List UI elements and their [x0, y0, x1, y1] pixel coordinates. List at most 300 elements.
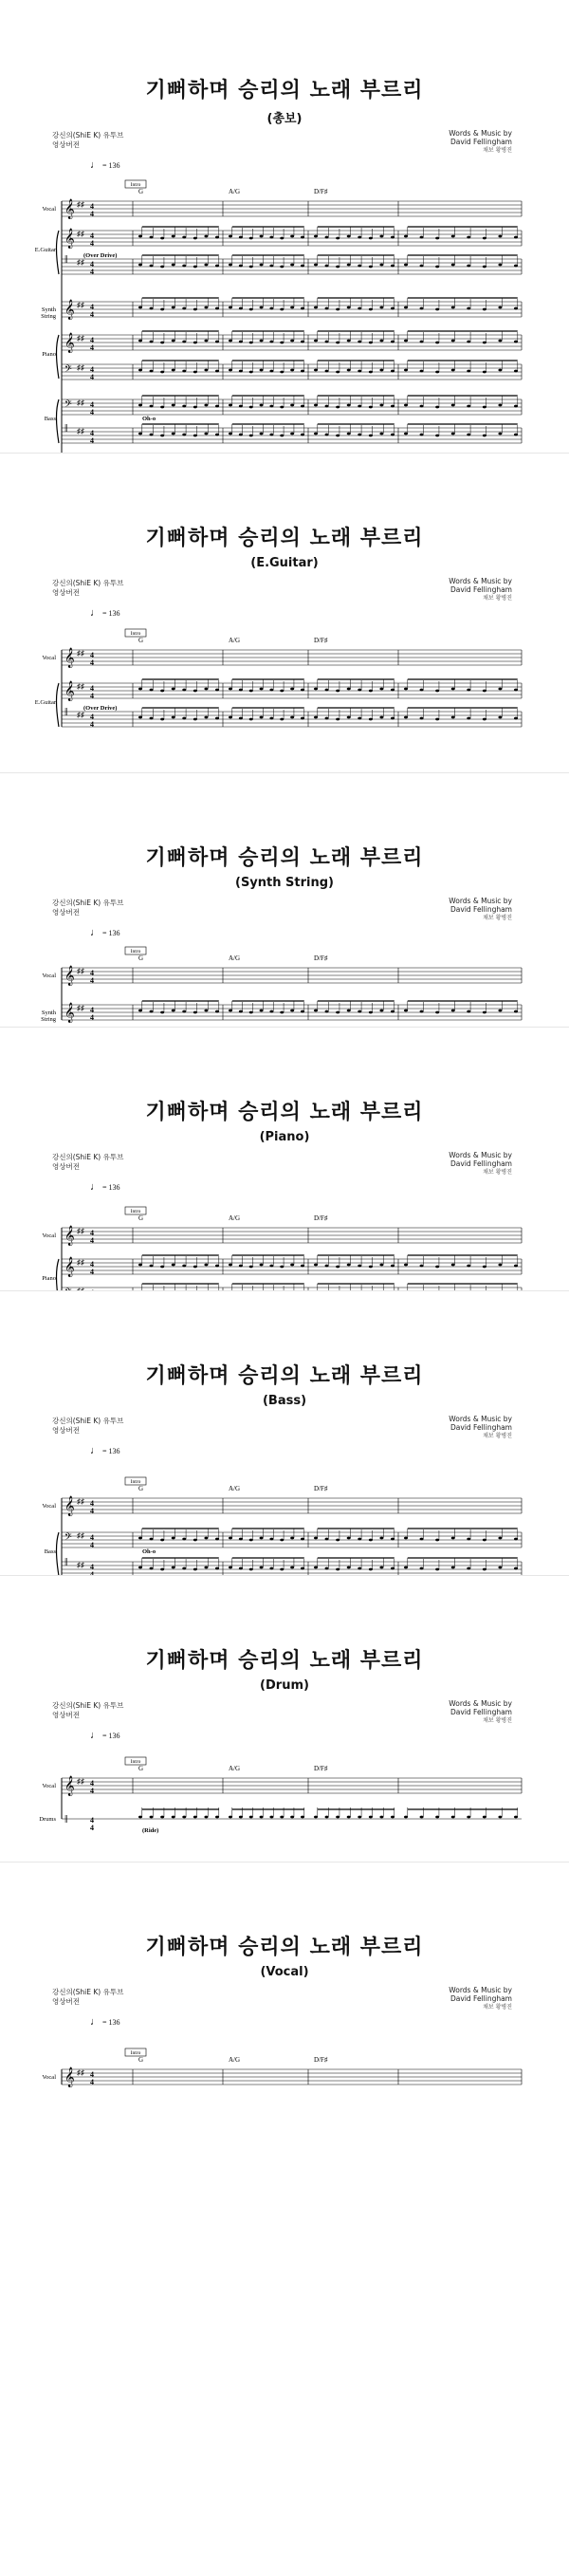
- note-head: [301, 1265, 304, 1268]
- rehearsal-label: Intro: [130, 949, 141, 954]
- note-head: [269, 341, 273, 343]
- time-signature: 4: [90, 969, 94, 977]
- note-head: [182, 265, 186, 268]
- note-head: [336, 342, 340, 344]
- note-head: [229, 1010, 232, 1012]
- note-head: [483, 690, 486, 693]
- chord-symbol: D/F♯: [314, 1765, 328, 1772]
- time-signature: 4: [90, 232, 94, 240]
- note-head: [229, 369, 232, 372]
- note-head: [204, 369, 208, 372]
- note-head: [215, 434, 219, 436]
- percussion-clef-icon: ‖: [64, 1555, 68, 1568]
- note-head: [369, 718, 373, 721]
- treble-clef-icon: 𝄞: [64, 199, 75, 218]
- instrument-label: E.Guitar: [34, 247, 56, 253]
- source-credit-line: 영상버전: [52, 1162, 80, 1171]
- note-head: [358, 405, 361, 408]
- note-head: [269, 1538, 273, 1541]
- note-head: [150, 1567, 154, 1570]
- note-head: [404, 1566, 408, 1569]
- note-head: [358, 236, 361, 239]
- note-head: [215, 1010, 219, 1013]
- note-head: [239, 341, 243, 343]
- note-head: [314, 306, 318, 309]
- note-head: [193, 342, 197, 344]
- source-credit-line: 강신의(ShiE K) 유투브: [52, 1417, 124, 1425]
- note-head: [150, 717, 154, 720]
- composer-credit-line: David Fellingham: [450, 138, 512, 146]
- note-head: [404, 264, 408, 267]
- arranger-credit: 채보 황병진: [483, 1717, 512, 1724]
- note-head: [369, 237, 373, 240]
- performance-annotation: (Over Drive): [83, 252, 118, 259]
- note-head: [269, 1567, 273, 1570]
- instrument-label: Vocal: [42, 655, 56, 661]
- time-signature: 4: [90, 1563, 94, 1571]
- note-head: [290, 1010, 294, 1012]
- note-head: [514, 1010, 518, 1013]
- page-subtitle: (Bass): [262, 1394, 307, 1408]
- note-head: [260, 1537, 264, 1540]
- note-head: [347, 369, 351, 372]
- note-head: [483, 266, 486, 269]
- note-head: [325, 434, 329, 436]
- instrument-label: Bass: [44, 416, 56, 422]
- chord-symbol: D/F♯: [314, 637, 328, 644]
- note-head: [379, 1816, 383, 1819]
- note-head: [336, 266, 340, 269]
- note-head: [514, 434, 518, 436]
- key-signature: ♯♯: [77, 1497, 84, 1506]
- note-head: [404, 433, 408, 436]
- note-head: [290, 404, 294, 407]
- note-head: [358, 1265, 361, 1268]
- note-head: [172, 306, 175, 309]
- note-head: [182, 1265, 186, 1268]
- tempo-value: = 136: [101, 609, 120, 618]
- time-signature: 4: [90, 2070, 94, 2079]
- note-head: [358, 307, 361, 310]
- source-credit-line: 영상버전: [52, 1426, 80, 1435]
- note-head: [483, 237, 486, 240]
- chord-symbol: A/G: [229, 2056, 241, 2064]
- note-head: [514, 1567, 518, 1570]
- note-head: [204, 404, 208, 407]
- note-head: [314, 1816, 318, 1819]
- note-head: [435, 371, 439, 374]
- note-head: [172, 1264, 175, 1267]
- composer-credit-line: David Fellingham: [450, 1708, 512, 1716]
- note-head: [193, 1011, 197, 1014]
- note-head: [451, 235, 455, 238]
- note-head: [467, 1567, 470, 1570]
- note-head: [249, 1816, 253, 1819]
- note-head: [280, 1539, 284, 1542]
- note-head: [369, 406, 373, 409]
- note-head: [498, 1816, 502, 1819]
- time-signature: 4: [90, 373, 94, 381]
- note-head: [204, 340, 208, 343]
- note-head: [280, 308, 284, 311]
- note-head: [347, 340, 351, 343]
- note-head: [451, 340, 455, 343]
- note-head: [301, 689, 304, 692]
- note-head: [483, 371, 486, 374]
- note-head: [172, 433, 175, 436]
- note-head: [182, 434, 186, 436]
- note-head: [514, 1538, 518, 1541]
- note-head: [172, 688, 175, 691]
- note-head: [193, 1539, 197, 1542]
- note-head: [160, 1816, 164, 1819]
- source-credit-line: 영상버전: [52, 588, 80, 597]
- note-head: [182, 1010, 186, 1013]
- note-head: [239, 434, 243, 436]
- note-head: [249, 1568, 253, 1571]
- page-title: 기뻐하며 승리의 노래 부르리: [145, 1364, 424, 1388]
- note-head: [420, 689, 424, 692]
- instrument-label: Vocal: [42, 1503, 56, 1510]
- note-head: [172, 235, 175, 238]
- note-head: [325, 307, 329, 310]
- rehearsal-label: Intro: [130, 2050, 141, 2056]
- note-head: [229, 1566, 232, 1569]
- note-head: [150, 341, 154, 343]
- note-head: [314, 235, 318, 238]
- note-head: [420, 236, 424, 239]
- note-head: [369, 308, 373, 311]
- source-credit-line: 강신의(ShiE K) 유투브: [52, 1153, 124, 1161]
- note-head: [204, 716, 208, 719]
- note-head: [215, 341, 219, 343]
- page-subtitle: (Piano): [259, 1130, 310, 1144]
- source-credit-line: 강신의(ShiE K) 유투브: [52, 1701, 124, 1710]
- note-head: [420, 405, 424, 408]
- score-page: [0, 0, 569, 454]
- time-signature: 4: [90, 343, 94, 352]
- instrument-label: Piano: [42, 1275, 56, 1282]
- note-head: [451, 1537, 455, 1540]
- arranger-credit: 채보 황병진: [483, 2004, 512, 2011]
- note-head: [138, 1537, 142, 1540]
- instrument-label: Vocal: [42, 1232, 56, 1239]
- time-signature: 4: [90, 436, 94, 445]
- source-credit-line: 영상버전: [52, 140, 80, 149]
- note-head: [182, 689, 186, 692]
- source-credit-line: 강신의(ShiE K) 유투브: [52, 131, 124, 139]
- note-head: [160, 1011, 164, 1014]
- note-head: [290, 1537, 294, 1540]
- note-head: [182, 717, 186, 720]
- note-head: [301, 341, 304, 343]
- note-head: [391, 1567, 395, 1570]
- note-head: [138, 340, 142, 343]
- note-head: [347, 1537, 351, 1540]
- note-head: [347, 688, 351, 691]
- chord-symbol: G: [138, 954, 144, 962]
- note-head: [483, 342, 486, 344]
- note-head: [483, 435, 486, 437]
- note-head: [215, 1538, 219, 1541]
- treble-clef-icon: 𝄞: [64, 229, 75, 248]
- note-head: [193, 435, 197, 437]
- note-head: [369, 342, 373, 344]
- chord-symbol: D/F♯: [314, 2056, 328, 2064]
- time-signature: 4: [90, 268, 94, 276]
- quarter-note-icon: ♩: [90, 1730, 101, 1741]
- brace: [57, 231, 60, 274]
- note-head: [150, 1010, 154, 1013]
- note-head: [347, 1264, 351, 1267]
- note-head: [160, 435, 164, 437]
- note-head: [379, 1566, 383, 1569]
- note-head: [260, 433, 264, 436]
- note-head: [325, 265, 329, 268]
- treble-clef-icon: 𝄞: [64, 1496, 75, 1515]
- note-head: [498, 716, 502, 719]
- note-head: [239, 1010, 243, 1013]
- key-signature: ♯♯: [77, 334, 84, 343]
- note-head: [369, 371, 373, 374]
- note-head: [193, 266, 197, 269]
- note-head: [467, 307, 470, 310]
- page-subtitle: (Synth String): [235, 876, 334, 890]
- note-head: [182, 1816, 186, 1819]
- note-head: [280, 342, 284, 344]
- note-head: [193, 690, 197, 693]
- note-head: [314, 433, 318, 436]
- note-head: [215, 405, 219, 408]
- note-head: [138, 235, 142, 238]
- page-divider: [0, 453, 569, 454]
- tempo-value: = 136: [101, 1183, 120, 1192]
- percussion-clef-icon: ‖: [64, 421, 68, 435]
- note-head: [204, 688, 208, 691]
- note-head: [204, 1566, 208, 1569]
- instrument-label: Vocal: [42, 2074, 56, 2081]
- note-head: [182, 236, 186, 239]
- instrument-label: Piano: [42, 351, 56, 358]
- note-head: [435, 1539, 439, 1542]
- note-head: [420, 434, 424, 436]
- note-head: [290, 716, 294, 719]
- note-head: [498, 688, 502, 691]
- note-head: [451, 404, 455, 407]
- score-system: [0, 1291, 569, 1576]
- note-head: [239, 265, 243, 268]
- time-signature: 4: [90, 1787, 94, 1795]
- note-head: [435, 1816, 439, 1819]
- tempo-value: = 136: [101, 1732, 120, 1740]
- note-head: [138, 688, 142, 691]
- quarter-note-icon: ♩: [90, 607, 101, 619]
- chord-symbol: D/F♯: [314, 1485, 328, 1492]
- note-head: [435, 266, 439, 269]
- note-head: [514, 1265, 518, 1268]
- note-head: [138, 369, 142, 372]
- note-head: [467, 689, 470, 692]
- note-head: [160, 237, 164, 240]
- note-head: [269, 434, 273, 436]
- note-head: [379, 235, 383, 238]
- chord-symbol: D/F♯: [314, 954, 328, 962]
- note-head: [160, 690, 164, 693]
- time-signature: 4: [90, 1229, 94, 1237]
- page-title: 기뻐하며 승리의 노래 부르리: [145, 1101, 424, 1124]
- note-head: [160, 1539, 164, 1542]
- note-head: [325, 1567, 329, 1570]
- note-head: [467, 341, 470, 343]
- note-head: [379, 369, 383, 372]
- note-head: [193, 1816, 197, 1819]
- note-head: [404, 306, 408, 309]
- note-head: [301, 1010, 304, 1013]
- note-head: [301, 405, 304, 408]
- note-head: [369, 1011, 373, 1014]
- note-head: [160, 406, 164, 409]
- note-head: [182, 405, 186, 408]
- note-head: [483, 1816, 486, 1819]
- note-head: [435, 1568, 439, 1571]
- note-head: [420, 370, 424, 373]
- note-head: [290, 1816, 294, 1819]
- composer-credit-line: Words & Music by: [449, 129, 512, 138]
- note-head: [391, 434, 395, 436]
- note-head: [215, 265, 219, 268]
- note-head: [269, 370, 273, 373]
- arranger-credit: 채보 황병진: [483, 595, 512, 602]
- note-head: [514, 689, 518, 692]
- chord-symbol: A/G: [229, 1765, 241, 1772]
- note-head: [391, 1265, 395, 1268]
- note-head: [239, 689, 243, 692]
- chord-symbol: G: [138, 188, 144, 195]
- note-head: [172, 1010, 175, 1012]
- note-head: [391, 689, 395, 692]
- note-head: [314, 369, 318, 372]
- score-system: [0, 1863, 569, 2576]
- treble-clef-icon: 𝄞: [64, 681, 75, 700]
- note-head: [483, 406, 486, 409]
- performance-annotation: (Ride): [142, 1827, 159, 1834]
- quarter-note-icon: ♩: [90, 159, 101, 171]
- note-head: [193, 1568, 197, 1571]
- note-head: [138, 433, 142, 436]
- instrument-label: Vocal: [42, 206, 56, 213]
- composer-credit-line: David Fellingham: [450, 905, 512, 914]
- note-head: [467, 1538, 470, 1541]
- quarter-note-icon: ♩: [90, 1445, 101, 1456]
- note-head: [391, 307, 395, 310]
- brace: [57, 335, 60, 379]
- note-head: [229, 716, 232, 719]
- note-head: [249, 371, 253, 374]
- note-head: [451, 264, 455, 267]
- note-head: [369, 435, 373, 437]
- note-head: [269, 689, 273, 692]
- percussion-clef-icon: ‖: [64, 705, 68, 718]
- note-head: [172, 264, 175, 267]
- note-head: [215, 307, 219, 310]
- note-head: [193, 1266, 197, 1269]
- time-signature: 4: [90, 976, 94, 985]
- note-head: [290, 306, 294, 309]
- note-head: [239, 307, 243, 310]
- key-signature: ♯♯: [77, 363, 84, 372]
- note-head: [269, 236, 273, 239]
- time-signature: 4: [90, 1779, 94, 1788]
- chord-symbol: G: [138, 1765, 144, 1772]
- page-title: 기뻐하며 승리의 노래 부르리: [145, 1649, 424, 1673]
- composer-credit-line: Words & Music by: [449, 897, 512, 905]
- key-signature: ♯♯: [77, 1004, 84, 1012]
- note-head: [239, 405, 243, 408]
- time-signature: 4: [90, 1816, 94, 1825]
- rehearsal-label: Intro: [130, 1479, 141, 1485]
- rehearsal-label: Intro: [130, 631, 141, 637]
- composer-credit-line: Words & Music by: [449, 577, 512, 585]
- note-head: [404, 688, 408, 691]
- note-head: [347, 235, 351, 238]
- note-head: [172, 369, 175, 372]
- note-head: [193, 371, 197, 374]
- note-head: [215, 1567, 219, 1570]
- note-head: [160, 266, 164, 269]
- note-head: [269, 717, 273, 720]
- note-head: [325, 405, 329, 408]
- key-signature: ♯♯: [77, 200, 84, 209]
- page-title: 기뻐하며 승리의 노래 부르리: [145, 846, 424, 870]
- note-head: [336, 435, 340, 437]
- time-signature: 4: [90, 408, 94, 417]
- note-head: [325, 1010, 329, 1013]
- bass-clef-icon: 𝄢: [64, 363, 72, 377]
- note-head: [301, 434, 304, 436]
- note-head: [514, 717, 518, 720]
- note-head: [249, 435, 253, 437]
- note-head: [269, 1816, 273, 1819]
- time-signature: 4: [90, 2078, 94, 2086]
- note-head: [314, 340, 318, 343]
- note-head: [182, 1567, 186, 1570]
- note-head: [325, 370, 329, 373]
- note-head: [290, 433, 294, 436]
- key-signature: ♯♯: [77, 1777, 84, 1786]
- note-head: [483, 1539, 486, 1542]
- instrument-label: E.Guitar: [34, 699, 56, 706]
- note-head: [172, 1816, 175, 1819]
- page-divider: [0, 772, 569, 773]
- chord-symbol: G: [138, 1214, 144, 1222]
- note-head: [290, 688, 294, 691]
- note-head: [239, 1567, 243, 1570]
- chord-symbol: A/G: [229, 188, 241, 195]
- note-head: [280, 371, 284, 374]
- note-head: [150, 434, 154, 436]
- arranger-credit: 채보 황병진: [483, 1169, 512, 1176]
- note-head: [467, 1010, 470, 1013]
- note-head: [260, 1010, 264, 1012]
- note-head: [260, 1566, 264, 1569]
- note-head: [160, 342, 164, 344]
- note-head: [514, 341, 518, 343]
- chord-symbol: G: [138, 2056, 144, 2064]
- note-head: [483, 308, 486, 311]
- page-subtitle: (Drum): [260, 1678, 309, 1693]
- time-signature: 4: [90, 1260, 94, 1269]
- time-signature: 4: [90, 720, 94, 729]
